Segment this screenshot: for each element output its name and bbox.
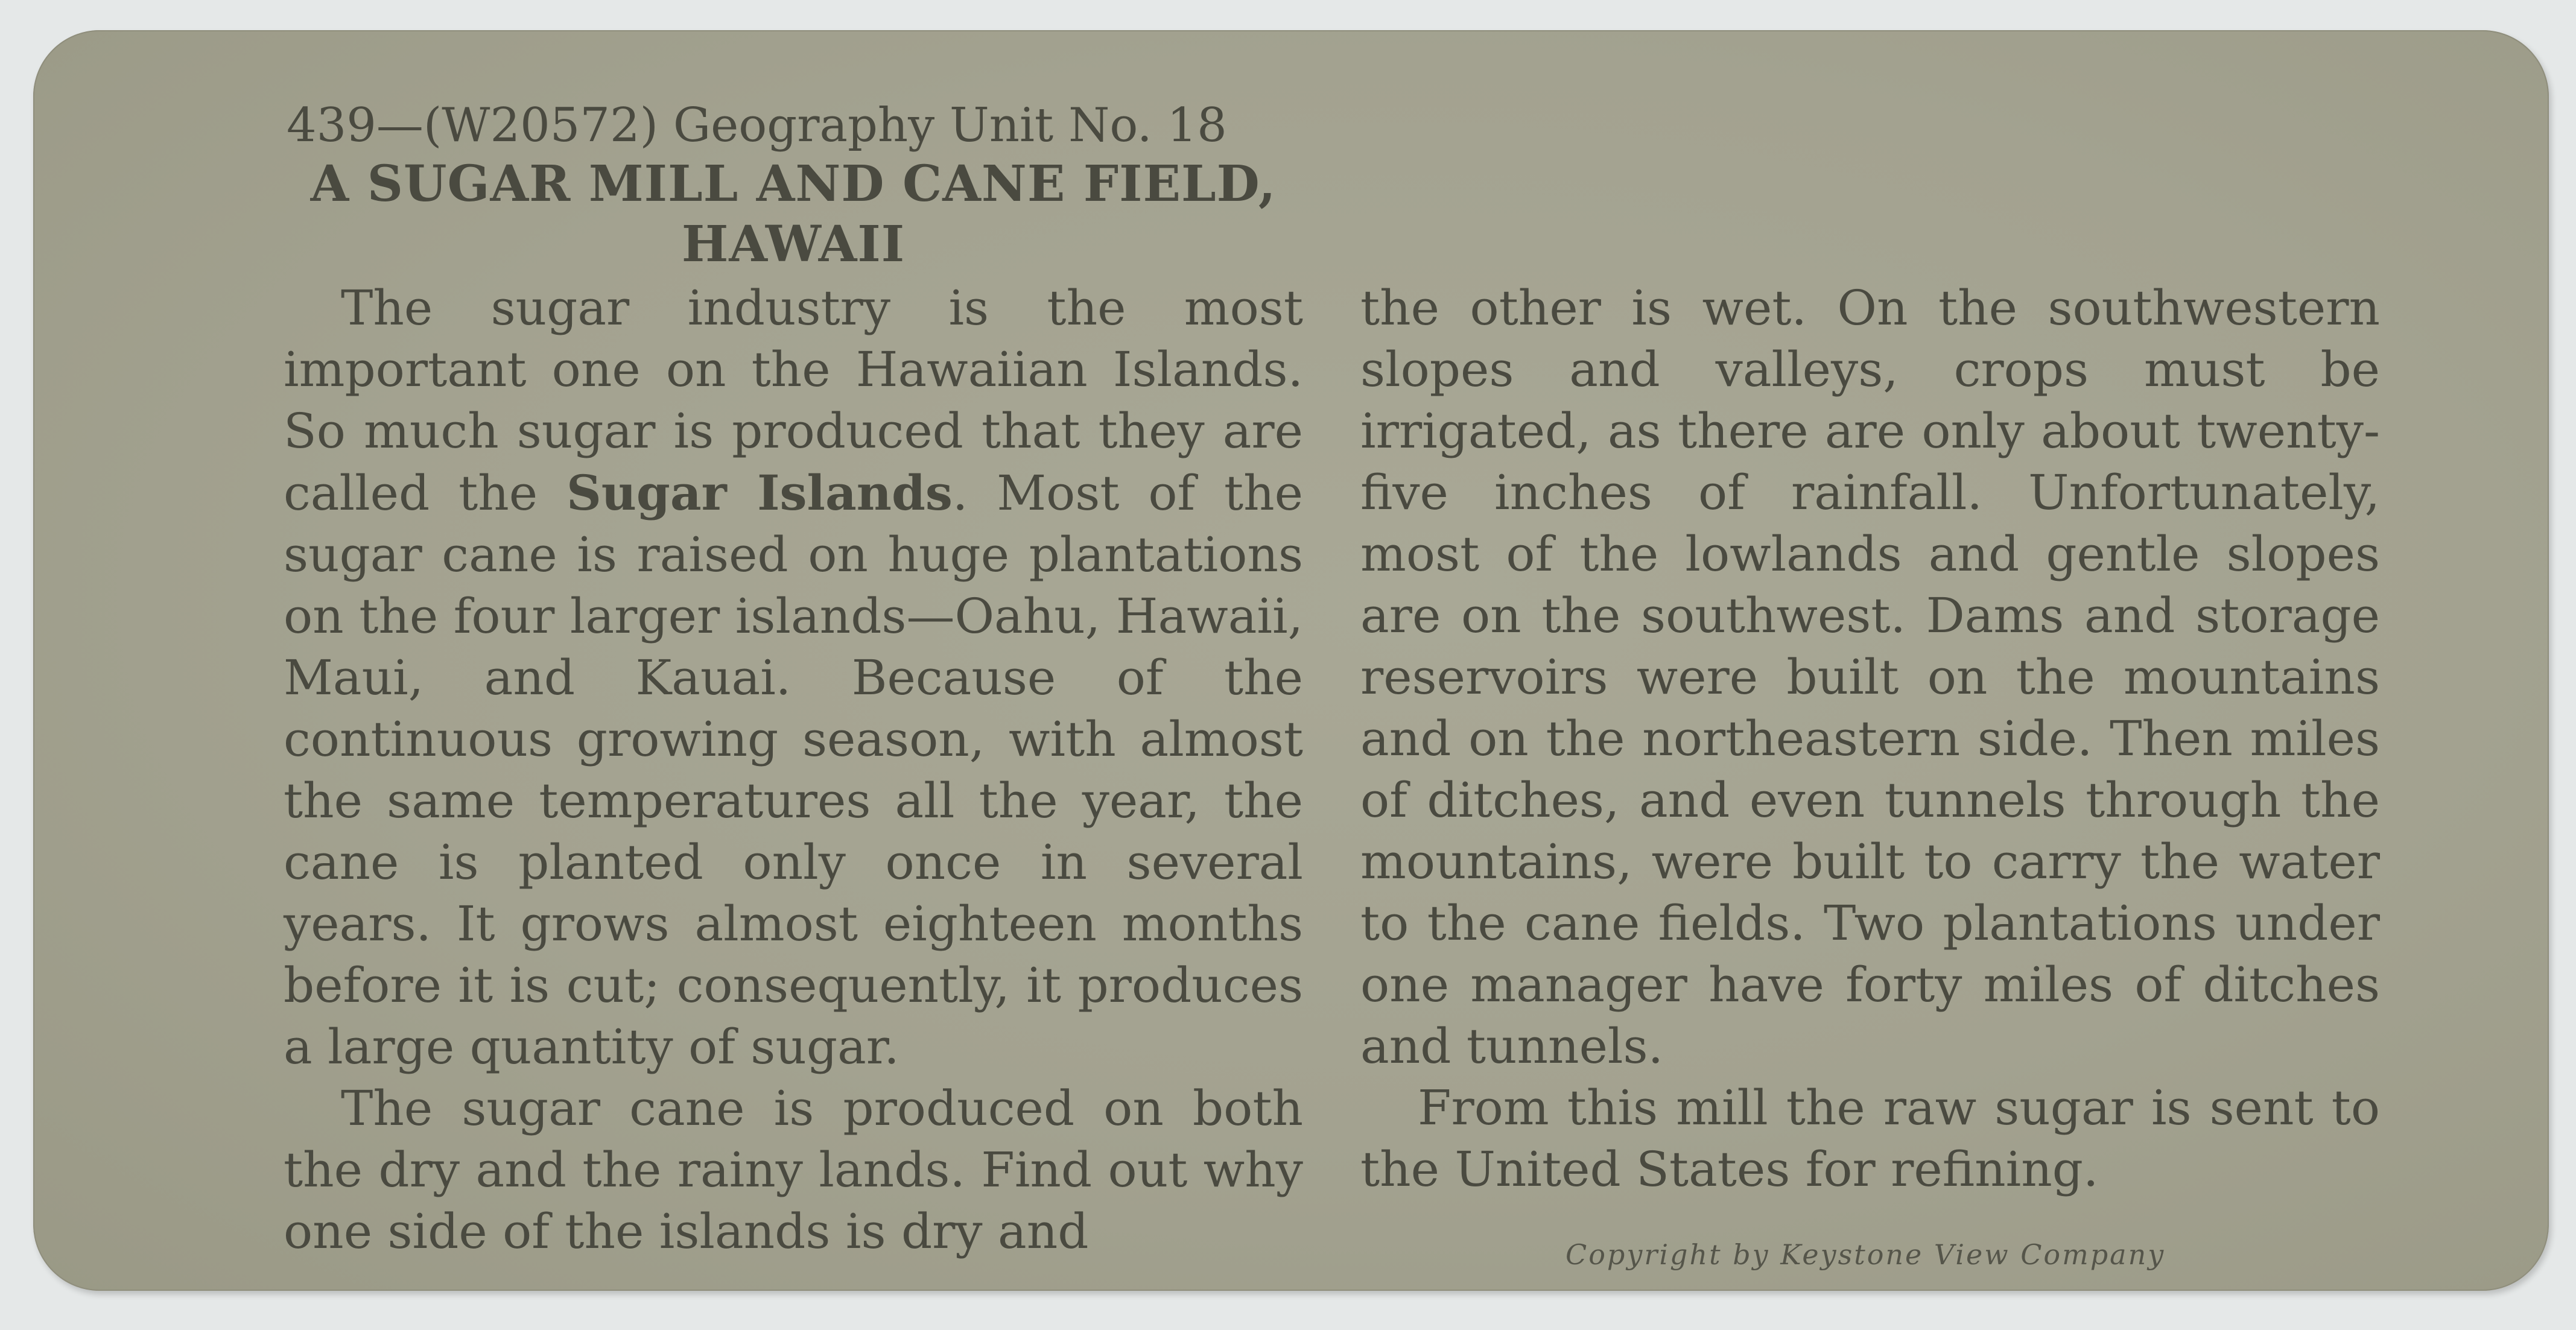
copyright-notice: Copyright by Keystone View Company — [1566, 1238, 2166, 1271]
card-title — [281, 154, 1306, 274]
card-number-line: 439—(W20572) Geography Unit No. 18 — [287, 98, 1227, 153]
sugar-islands-bold-term: Sugar Islands — [566, 464, 953, 521]
stereoview-card-back — [33, 30, 2549, 1291]
left-paragraph-2: The sugar cane is produced on both the dry and the rainy lands. Find out why one side of the islands is dry and — [284, 1080, 1303, 1259]
card-title-line-2: HAWAII — [681, 215, 906, 273]
right-text-column — [1360, 277, 2380, 1200]
left-text-column — [284, 277, 1303, 1262]
card-title-line-1: A SUGAR MILL AND CANE FIELD, — [310, 155, 1277, 213]
left-paragraph-1 — [284, 277, 1303, 1078]
right-paragraph-2: From this mill the raw sugar is sent to the United States for refining. — [1360, 1080, 2380, 1197]
right-paragraph-continued: the other is wet. On the southwestern slopes and valleys, crops must be irrigated, as there are only about twenty-five inches of rainfall. Unfortunately, most of the lowlands and gentle slopes are on the southwest. Dams and storage reservoirs were built on the mountains and on the northeastern side. Then miles of ditches, and even tunnels through the mountains, were built to carry the water to the cane fields. Two plantations under one manager have forty miles of ditches and tunnels. — [1360, 280, 2380, 1074]
left-paragraph-1-start: The sugar industry is the most important one on the Hawaiian Islands. So much sugar is produced that they are called the — [284, 280, 1303, 521]
left-paragraph-1-end: . Most of the sugar cane is raised on huge plantations on the four larger islands—Oahu, Hawaii, Maui, and Kauai. Because of the continuous growing season, with almost the same temperatures all the year, the cane is planted only once in several years. It grows almost eighteen months before it is cut; consequently, it produces a large quantity of sugar. — [284, 465, 1303, 1075]
